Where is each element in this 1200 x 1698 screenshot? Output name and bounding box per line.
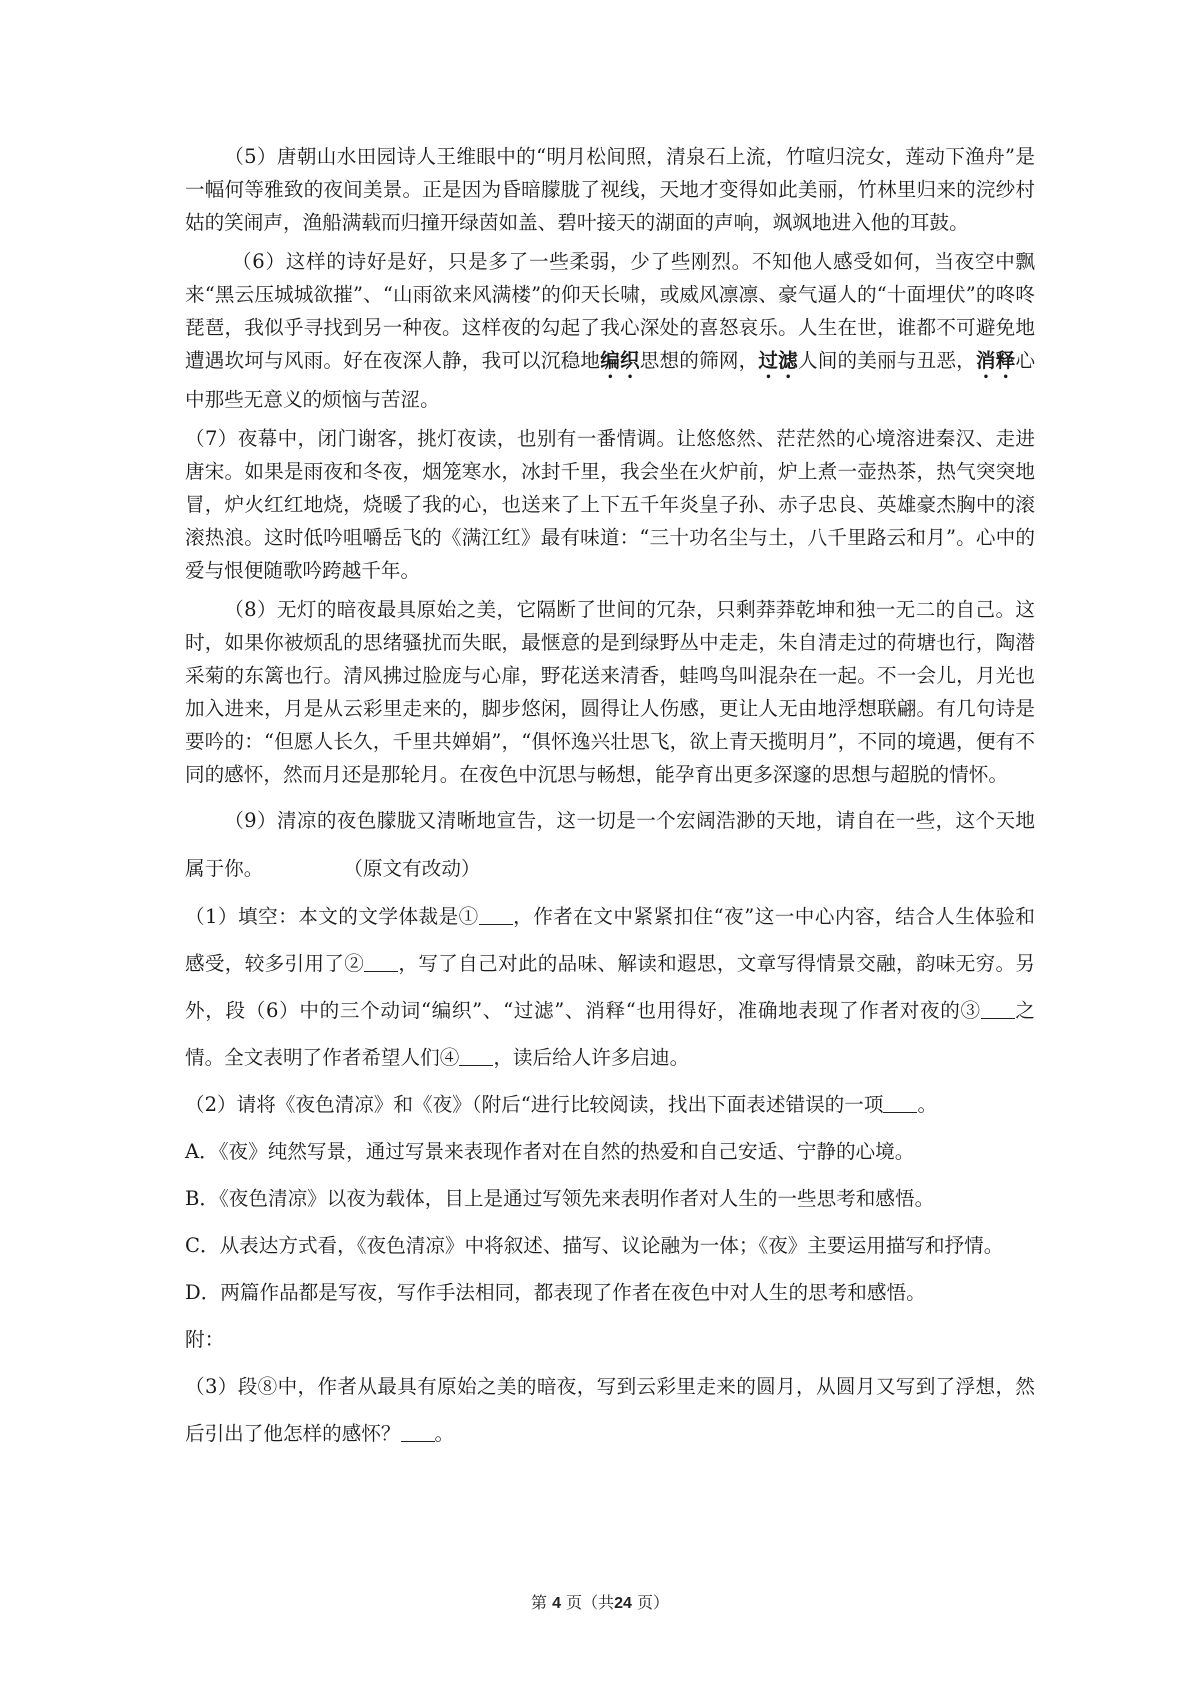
question-3 [185, 1363, 1035, 1457]
option-b: B．《夜色清凉》以夜为载体，目上是通过写领先来表明作者对人生的一些思考和感悟。 [185, 1187, 935, 1210]
paragraph-6-text-a: （6）这样的诗好是好，只是多了一些柔弱，少了些刚烈。不知他人感受如何，当夜空中飘来“黑云压城城欲摧”、“山雨欲来风满楼”的仰天长啸，或威风凛凛、豪气逼人的“十面埋伏”的咚咚琵琶，我似乎寻找到另一种夜。这样夜的勾起了我心深处的喜怒哀乐。人生在世，谁都不可避免地遭遇坎坷与风雨。好在夜深人静，我可以沉稳地 [185, 250, 1035, 372]
answer-blank-3 [981, 998, 1015, 1019]
answer-blank-1 [479, 904, 513, 925]
emphasized-word-dispel: 消释 [975, 349, 1016, 372]
question-2-text: （2）请将《夜色清凉》和《夜》（附后“进行比较阅读，找出下面表述错误的一项 [185, 1093, 884, 1116]
appendix-label: 附： [185, 1328, 225, 1351]
question-2 [185, 1081, 1035, 1128]
paragraph-6-text-d: 心中那些无意义的烦恼与苦涩。 [185, 349, 1036, 411]
answer-blank-2 [364, 951, 398, 972]
option-d: D．两篇作品都是写夜，写作手法相同，都表现了作者在夜色中对人生的思考和感悟。 [185, 1281, 926, 1304]
answer-blank-q3 [401, 1421, 435, 1442]
footer-prefix: 第 [530, 1593, 547, 1612]
paragraph-8: （8）无灯的暗夜最具原始之美，它隔断了世间的冗杂，只剩莽莽乾坤和独一无二的自己。这时，如果你被烦乱的思绪骚扰而失眠，最惬意的是到绿野丛中走走，朱自清走过的荷塘也行，陶潜采菊的东篱也行。清风拂过脸庞与心扉，野花送来清香，蛙鸣鸟叫混杂在一起。不一会儿，月光也加入进来，月是从云彩里走来的，脚步悠闲，圆得让人伤感，更让人无由地浮想联翩。有几句诗是要吟的：“但愿人长久，千里共婵娟”，“俱怀逸兴壮思飞，欲上青天揽明月”，不同的境遇，便有不同的感怀，然而月还是那轮月。在夜色中沉思与畅想，能孕育出更多深邃的思想与超脱的情怀。 [185, 598, 1035, 786]
emphasized-word-filter: 过滤 [758, 349, 798, 372]
question-1-text-d: 之情。全文表明了作者希望人们④ [185, 999, 1035, 1069]
question-1 [185, 893, 1035, 1081]
document-page [185, 140, 1035, 1457]
question-1-text-c: ，写了自己对此的品味、解读和遐思，文章写得情景交融，韵味无穷。另外，段（6）中的三个动词“编织”、“过滤”、消释“也用得好，准确地表现了作者对夜的③ [185, 952, 1036, 1022]
paragraph-9-text: （9）清凉的夜色朦胧又清晰地宣告，这一切是一个宏阔浩渺的天地，请自在一些，这个天地属于你。 [185, 809, 1035, 880]
footer-suffix: 页） [637, 1593, 670, 1612]
total-page-count: 24 [614, 1595, 632, 1612]
question-1-text-a: （1）填空：本文的文学体裁是① [185, 905, 479, 928]
paragraph-7: （7）夜幕中，闭门谢客，挑灯夜读，也别有一番情调。让悠悠然、茫茫然的心境溶进秦汉、走进唐宋。如果是雨夜和冬夜，烟笼寒水，冰封千里，我会坐在火炉前，炉上煮一壶热茶，热气突突地冒，炉火红红地烧，烧暖了我的心，也送来了上下五千年炎皇子孙、赤子忠良、英雄豪杰胸中的滚滚热浪。这时低吟咀嚼岳飞的《满江红》最有味道：“三十功名尘与土，八千里路云和月”。心中的爱与恨便随歌吟跨越千年。 [185, 427, 1035, 582]
question-1-text-b: ，作者在文中紧紧扣住“夜”这一中心内容，结合人生体验和感受，较多引用了② [185, 905, 1035, 975]
question-3-text: （3）段⑧中，作者从最具有原始之美的暗夜，写到云彩里走来的圆月，从圆月又写到了浮想，然后引出了他怎样的感怀？ [185, 1375, 1035, 1445]
option-a: A．《夜》纯然写景，通过写景来表现作者对在自然的热爱和自己安适、宁静的心境。 [185, 1140, 915, 1163]
page-footer [0, 1590, 1200, 1613]
question-2-end: 。 [917, 1093, 938, 1116]
paragraph-6-text-b: 思想的筛网， [639, 349, 759, 372]
question-1-text-e: ，读后给人许多启迪。 [493, 1046, 690, 1069]
emphasized-word-weave: 编织 [600, 349, 640, 372]
question-3-end: 。 [434, 1422, 455, 1445]
revision-note: （原文有改动） [343, 857, 481, 880]
option-c: C．从表达方式看，《夜色清凉》中将叙述、描写、议论融为一体；《夜》主要运用描写和抒情。 [185, 1234, 1004, 1257]
paragraph-6-text-c: 人间的美丽与丑恶， [797, 349, 976, 372]
paragraph-9 [185, 797, 1035, 893]
answer-blank-q2 [883, 1092, 917, 1113]
current-page-number: 4 [552, 1595, 561, 1612]
paragraph-5: （5）唐朝山水田园诗人王维眼中的“明月松间照，清泉石上流，竹喧归浣女，莲动下渔舟”是一幅何等雅致的夜间美景。正是因为昏暗朦胧了视线，天地才变得如此美丽，竹林里归来的浣纱村姑的笑闹声，渔船满载而归撞开绿茵如盖、碧叶接天的湖面的声响，飒飒地进入他的耳鼓。 [185, 145, 1035, 234]
footer-middle: 页（共 [566, 1593, 615, 1612]
answer-blank-4 [459, 1045, 493, 1066]
paragraph-6 [185, 245, 1035, 416]
